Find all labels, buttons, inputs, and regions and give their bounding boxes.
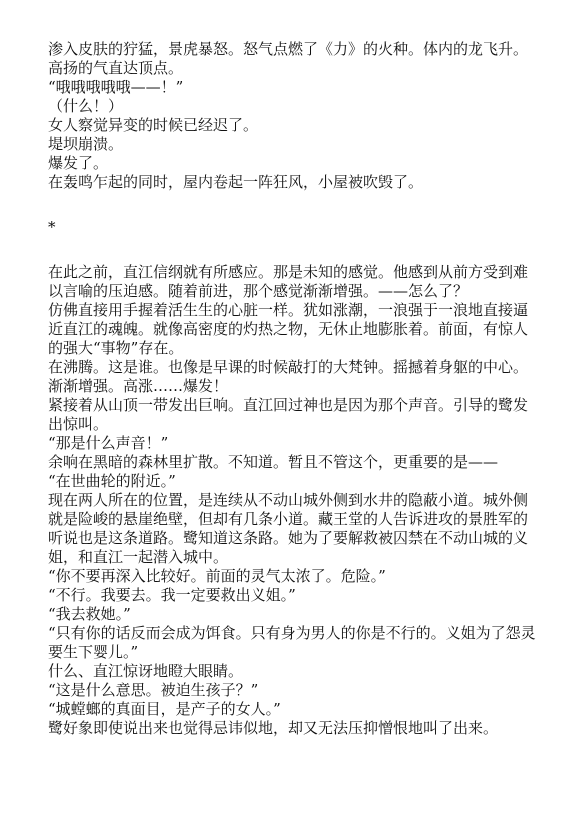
paragraph: 鹭好象即使说出来也觉得忌讳似地，却又无法压抑憎恨地叫了出来。: [48, 719, 499, 737]
dialogue-line: “这是什么意思。被迫生孩子？”: [48, 681, 259, 699]
section-one: [48, 40, 538, 192]
dialogue-line: “那是什么声音！”: [48, 434, 169, 452]
dialogue-line: “你不要再深入比较好。前面的灵气太浓了。危险。”: [48, 567, 386, 585]
paragraph: 余响在黑暗的森林里扩散。不知道。暂且不管这个，更重要的是——: [48, 453, 499, 471]
dialogue-line: “不行。我要去。我一定要救出义姐。”: [48, 586, 296, 604]
dialogue-line: “在世曲轮的附近。”: [48, 472, 176, 490]
section-separator: *: [48, 218, 56, 236]
paragraph: 渗入皮肤的狞猛，景虎暴怒。怒气点燃了《力》的火种。体内的龙飞升。高扬的气直达顶点。: [48, 40, 529, 77]
paragraph: 堤坝崩溃。: [48, 135, 124, 153]
paragraph: 女人察觉异变的时候已经迟了。: [48, 116, 259, 134]
dialogue-line: “我去救她。”: [48, 605, 131, 623]
dialogue-line: “城螳螂的真面目，是产子的女人。”: [48, 700, 281, 718]
paragraph: 在沸腾。这是谁。也像是早课的时候敲打的大梵钟。摇撼着身躯的中心。渐渐增强。高涨……爆发！: [48, 358, 529, 395]
dialogue-line: “只有你的话反而会成为饵食。只有身为男人的你是不行的。义姐为了怨灵要生下婴儿。”: [48, 624, 536, 661]
paragraph: 现在两人所在的位置，是连续从不动山城外侧到水井的隐蔽小道。城外侧就是险峻的悬崖绝壁，但却有几条小道。藏王堂的人告诉进攻的景胜军的听说也是这条道路。鹭知道这条路。她为了要解救被囚禁在不动山城的义姐，和直江一起潜入城中。: [48, 491, 529, 566]
spacer: [48, 237, 538, 263]
spacer: [48, 192, 538, 218]
paragraph: 紧接着从山顶一带发出巨响。直江回过神也是因为那个声音。引导的鹭发出惊叫。: [48, 396, 529, 433]
paragraph: 爆发了。: [48, 154, 109, 172]
paragraph: 在此之前，直江信纲就有所感应。那是未知的感觉。他感到从前方受到难以言喻的压迫感。随着前进，那个感觉渐渐增强。——怎么了？: [48, 263, 529, 300]
paragraph: 仿佛直接用手握着活生生的心脏一样。犹如涨潮，一浪强于一浪地直接逼近直江的魂魄。就像高密度的灼热之物，无休止地膨胀着。前面，有惊人的强大“事物”存在。: [48, 301, 529, 357]
paragraph: 在轰鸣乍起的同时，屋内卷起一阵狂风，小屋被吹毁了。: [48, 173, 424, 191]
paragraph: “哦哦哦哦哦——！”: [48, 78, 184, 96]
paragraph: （什么！）: [48, 97, 124, 115]
document-page: [48, 40, 538, 738]
section-two: [48, 263, 538, 738]
paragraph: 什么、直江惊讶地瞪大眼睛。: [48, 662, 244, 680]
